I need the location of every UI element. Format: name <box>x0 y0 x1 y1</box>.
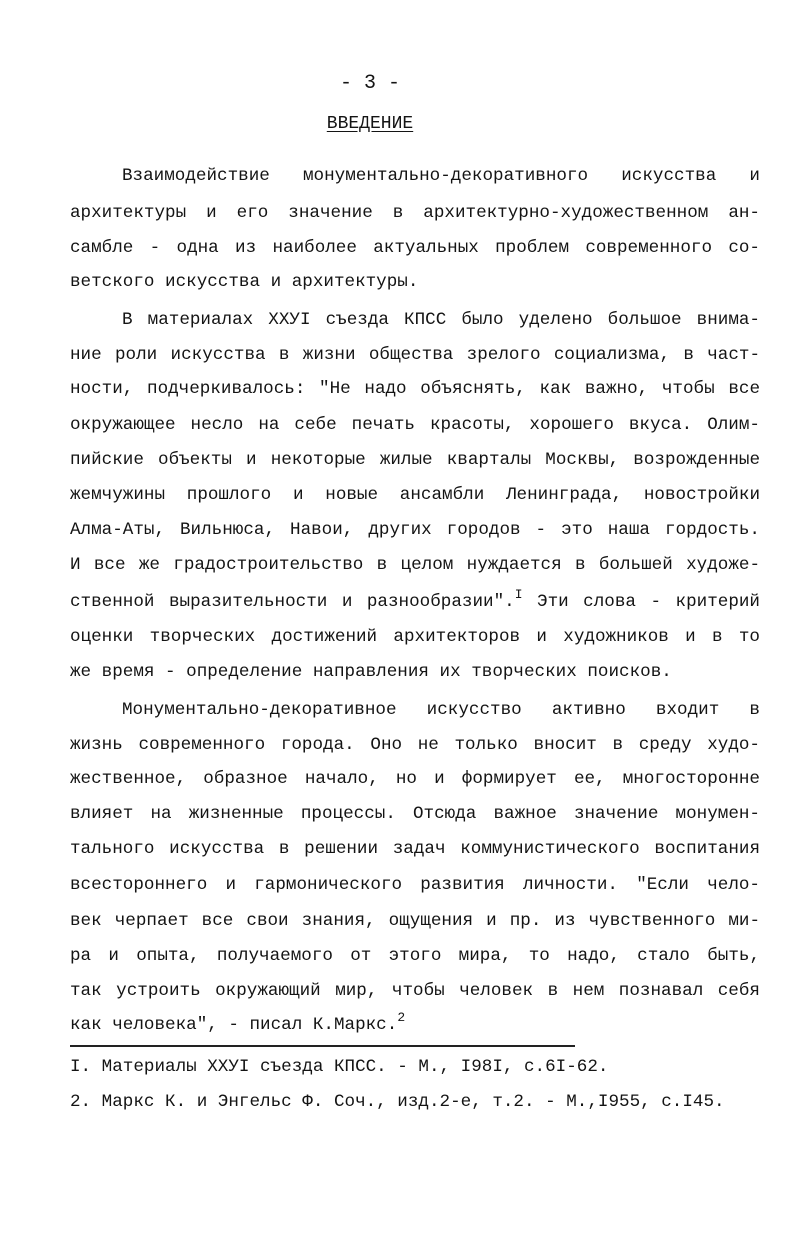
paragraph-3-line-5: тального искусства в решении задач коммунистического воспитания <box>70 839 760 859</box>
paragraph-2-line-10: оценки творческих достижений архитекторов и художников и в то <box>70 627 760 647</box>
footnote-ref-2: 2 <box>397 1010 406 1025</box>
paragraph-1-line-2: архитектуры и его значение в архитектурно-художественном ан- <box>70 203 760 223</box>
paragraph-3-line-1: Монументально-декоративное искусство активно входит в <box>122 700 760 720</box>
footnote-separator <box>70 1045 575 1047</box>
footnote-ref-1: I <box>514 587 523 602</box>
paragraph-3-line-10 <box>70 1010 760 1035</box>
paragraph-3-line-4: влияет на жизненные процессы. Отсюда важное значение монумен- <box>70 804 760 824</box>
paragraph-2-line-1: В материалах XXУI съезда КПСС было уделено большое внима- <box>122 310 760 330</box>
paragraph-2-line-9-tail: Эти слова - критерий <box>537 592 760 612</box>
paragraph-2-line-6: жемчужины прошлого и новые ансамбли Ленинграда, новостройки <box>70 485 760 505</box>
paragraph-3-line-3: жественное, образное начало, но и формирует ее, многосторонне <box>70 769 760 789</box>
paragraph-2-line-5: пийские объекты и некоторые жилые кварталы Москвы, возрожденные <box>70 450 760 470</box>
paragraph-3-line-2: жизнь современного города. Оно не только вносит в среду худо- <box>70 735 760 755</box>
paragraph-1-line-1: Взаимодействие монументально-декоративного искусства и <box>122 166 760 186</box>
paragraph-2-line-3: ности, подчеркивалось: "Не надо объяснять, как важно, чтобы все <box>70 379 760 399</box>
paragraph-3-line-9: так устроить окружающий мир, чтобы человек в нем познавал себя <box>70 981 760 1001</box>
paragraph-1-line-4: ветского искусства и архитектуры. <box>70 272 419 292</box>
section-heading: ВВЕДЕНИЕ <box>326 114 414 134</box>
footnote-1: I. Материалы XXУI съезда КПСС. - М., I98I, с.6I-62. <box>70 1057 609 1077</box>
paragraph-3-line-7: век черпает все свои знания, ощущения и пр. из чувственного ми- <box>70 911 760 931</box>
footnote-2: 2. Маркс К. и Энгельс Ф. Соч., изд.2-е, т.2. - М.,I955, с.I45. <box>70 1092 725 1112</box>
paragraph-3-line-6: всестороннего и гармонического развития личности. "Если чело- <box>70 875 760 895</box>
paragraph-2-line-4: окружающее несло на себе печать красоты, хорошего вкуса. Олим- <box>70 415 760 435</box>
paragraph-2-line-7: Алма-Аты, Вильнюса, Навои, других городов - это наша гордость. <box>70 520 760 540</box>
paragraph-2-line-8: И все же градостроительство в целом нуждается в большей художе- <box>70 555 760 575</box>
page-number: - 3 - <box>339 72 400 95</box>
paragraph-2-line-9 <box>70 587 760 612</box>
paragraph-2-line-11: же время - определение направления их творческих поисков. <box>70 662 672 682</box>
paragraph-2-line-9-text: ственной выразительности и разнообразии". <box>70 592 515 612</box>
paragraph-1-line-3: самбле - одна из наиболее актуальных проблем современного со- <box>70 238 760 258</box>
paragraph-2-line-2: ние роли искусства в жизни общества зрелого социализма, в част- <box>70 345 760 365</box>
paragraph-3-line-10-text: как человека", - писал К.Маркс. <box>70 1015 398 1035</box>
paragraph-3-line-8: ра и опыта, получаемого от этого мира, то надо, стало быть, <box>70 946 760 966</box>
